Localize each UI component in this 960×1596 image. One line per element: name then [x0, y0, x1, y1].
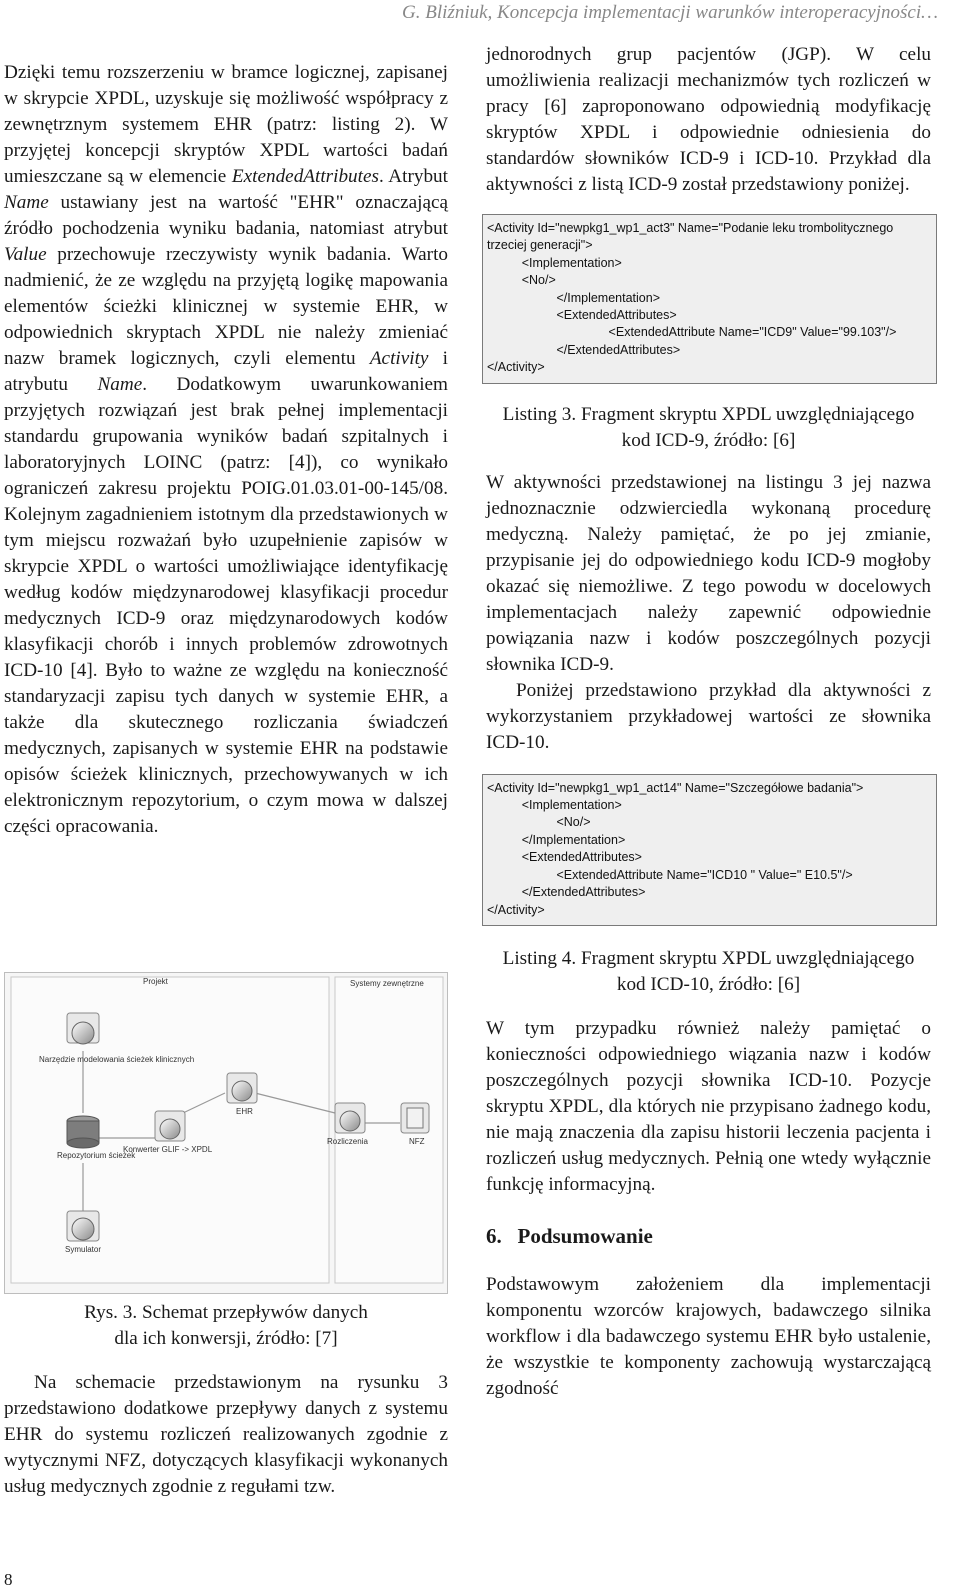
label-modeling-tool: Narzędzie modelowania ścieżek klinicznych	[39, 1055, 195, 1064]
code-line: </Implementation>	[487, 290, 660, 305]
label-settlements: Rozliczenia	[327, 1137, 368, 1146]
left-paragraph-1	[4, 60, 448, 840]
ehr-icon	[227, 1073, 257, 1103]
text-run: . Atrybut	[378, 166, 448, 187]
figure-caption-line-1: Rys. 3. Schemat przepływów danych	[84, 1302, 368, 1323]
text-run: i atrybutu	[4, 348, 448, 395]
code-line: </Activity>	[487, 902, 545, 917]
text-run: przechowuje rzeczywisty wynik badania. Warto nadmienić, że ze względu na przyjętą logikę mapowania elementów ścieżki klinicznej w systemie EHR, w odpowiednich skryptach XPDL nie należy zmieniać nazw bramek logicznych, czyli elementu	[4, 244, 448, 369]
code-line: <Implementation>	[487, 255, 622, 270]
text-run: . Dodatkowym uwarunkowaniem przyjętych rozwiązań jest brak pełnej implementacji standardu grupowania wyników badań szpitalnych i laboratoryjnych LOINC (patrz: [4]), co wynikało ograniczeń zakresu projektu POIG.01.03.01-00-145/08. Kolejnym zagadnieniem istotnym dla przedstawionych w tym miejscu rozważań było uzupełnienie zapisów w skrypcie XPDL o wartości umożliwiające identyfikację według kodów międzynarodowej klasyfikacji procedur medycznych ICD-9 oraz międzynarodowych kodów klasyfikacji chorób i innych problemów zdrowotnych ICD-10 [4]. Było to ważne ze względu na konieczność standaryzacji zapisu tych danych w systemie EHR, a także dla skutecznego rozliczania świadczeń medycznych, zapisanych w systemie EHR na podstawie opisów ścieżek klinicznych, przechowywanych w ich elektronicznym repozytorium, o czym mowa w dalszej części opracowania.	[4, 374, 448, 837]
text-run: ustawiany jest na wartość "EHR" oznaczającą źródło pochodzenia wyniku badania, natomiast atrybut	[4, 192, 448, 239]
listing-4-caption	[486, 946, 931, 998]
tool-icon	[67, 1013, 99, 1044]
left-column-bottom	[4, 1300, 448, 1500]
code-line: </ExtendedAttributes>	[487, 342, 681, 357]
section-number: 6.	[486, 1223, 502, 1248]
listing-4-code	[482, 774, 937, 926]
nfz-icon	[401, 1103, 429, 1133]
label-repository: Repozytorium ścieżek	[57, 1151, 136, 1160]
listing-3-code	[482, 214, 937, 384]
section-title: Podsumowanie	[517, 1223, 653, 1248]
converter-icon	[155, 1111, 185, 1141]
listing-4-caption-line-2: kod ICD-10, źródło: [6]	[616, 973, 801, 995]
italic-term: Activity	[369, 348, 429, 369]
code-line: <No/>	[487, 273, 556, 288]
right-paragraph-4: W tym przypadku również należy pamiętać o konieczności odpowiedniego wiązania nazw i kodów poszczególnych pozycji słownika ICD-10. Pozycje skryptu XPDL, dla których nie przypisano żadnego kodu, nie mają znaczenia dla zapisu historii leczenia pacjenta i rozliczeń usług medycznych. Pełnią one wtedy wyłącznie funkcję informacyjną.	[486, 1017, 931, 1195]
repository-icon	[67, 1116, 99, 1148]
label-project: Projekt	[143, 977, 168, 986]
label-nfz: NFZ	[409, 1137, 425, 1146]
code-line: <ExtendedAttributes>	[487, 850, 642, 865]
running-header: G. Bliźniuk, Koncepcja implementacji warunków interoperacyjności…	[402, 2, 938, 23]
code-line: trzeciej generacji">	[487, 238, 593, 253]
right-column	[486, 42, 931, 1402]
figure-caption-line-2: dla ich konwersji, źródło: [7]	[114, 1328, 338, 1349]
code-line: <No/>	[487, 815, 591, 830]
code-line: </Implementation>	[487, 832, 626, 847]
settlements-icon	[335, 1103, 365, 1133]
code-line: <Activity Id="newpkg1_wp1_act14" Name="Szczegółowe badania">	[487, 780, 864, 795]
right-paragraph-5: Podstawowym założeniem dla implementacji komponentu wzorców krajowych, badawczego silnika workflow i dla badawczego systemu EHR było ustalenie, że wszystkie te komponenty zachowują wystarczającą zgodność	[486, 1273, 931, 1399]
section-heading	[486, 1222, 931, 1250]
left-column	[4, 60, 448, 840]
code-line: <ExtendedAttribute Name="ICD10 " Value=" E10.5"/>	[487, 867, 853, 882]
code-line: <ExtendedAttribute Name="ICD9" Value="99.103"/>	[487, 325, 897, 340]
listing-3-caption	[486, 402, 931, 454]
simulator-icon	[67, 1211, 99, 1241]
page-number: 8	[4, 1570, 13, 1589]
label-external-systems: Systemy zewnętrzne	[350, 979, 424, 988]
listing-4-caption-line-1: Listing 4. Fragment skryptu XPDL uwzględniającego	[502, 947, 915, 969]
listing-3-caption-line-1: Listing 3. Fragment skryptu XPDL uwzględniającego	[502, 403, 915, 425]
code-line: <Activity Id="newpkg1_wp1_act3" Name="Podanie leku trombolitycznego	[487, 221, 894, 235]
label-converter: Konwerter GLIF -> XPDL	[123, 1145, 213, 1154]
text-run: Dzięki temu rozszerzeniu w bramce logicznej, zapisanej w skrypcie XPDL, uzyskuje się możliwość współpracy z zewnętrznym systemem EHR (patrz: listing 2). W przyjętej koncepcji skryptów XPDL wartości badań umieszczane są w elemencie	[4, 62, 448, 187]
right-paragraph-3: Poniżej przedstawiono przykład dla aktywności z wykorzystaniem przykładowej wartości ze słownika ICD-10.	[486, 679, 931, 753]
italic-term: ExtendedAttributes	[231, 166, 379, 187]
italic-term: Value	[4, 244, 47, 265]
code-line: </Activity>	[487, 360, 545, 375]
code-line: <ExtendedAttributes>	[487, 308, 677, 323]
right-paragraph-2: W aktywności przedstawionej na listingu 3 jej nazwa jednoznacznie odzwierciedla wykonaną procedurę medyczną. Należy pamiętać, że po jej zmianie, przypisanie jej do odpowiedniego kodu ICD-9 mogłoby okazać się niemożliwe. Z tego powodu w docelowych implementacjach należy zapewnić odpowiednie powiązania nazw i kodów poszczególnych pozycji słownika ICD-9.	[486, 471, 931, 675]
code-line: <Implementation>	[487, 798, 622, 813]
italic-term: Name	[97, 374, 143, 395]
label-ehr: EHR	[236, 1107, 253, 1116]
data-flow-figure	[4, 972, 448, 1294]
code-line: </ExtendedAttributes>	[487, 885, 646, 900]
right-paragraph-1: jednorodnych grup pacjentów (JGP). W celu umożliwienia realizacji mechanizmów tych rozliczeń w pracy [6] zaproponowano odpowiednią modyfikację skryptów XPDL i odpowiednie odniesienia do standardów słowników ICD-9 i ICD-10. Przykład dla aktywności z listą ICD-9 został przedstawiony poniżej.	[486, 44, 931, 195]
label-simulator: Symulator	[65, 1245, 102, 1254]
listing-3-caption-line-2: kod ICD-9, źródło: [6]	[621, 429, 796, 451]
left-paragraph-2: Na schemacie przedstawionym na rysunku 3 przedstawiono dodatkowe przepływy danych z systemu EHR do systemu rozliczeń realizowanych zgodnie z wytycznymi NFZ, dotyczących klasyfikacji wykonanych usług medycznych zgodnie z regułami tzw.	[4, 1372, 448, 1497]
italic-term: Name	[4, 192, 49, 213]
